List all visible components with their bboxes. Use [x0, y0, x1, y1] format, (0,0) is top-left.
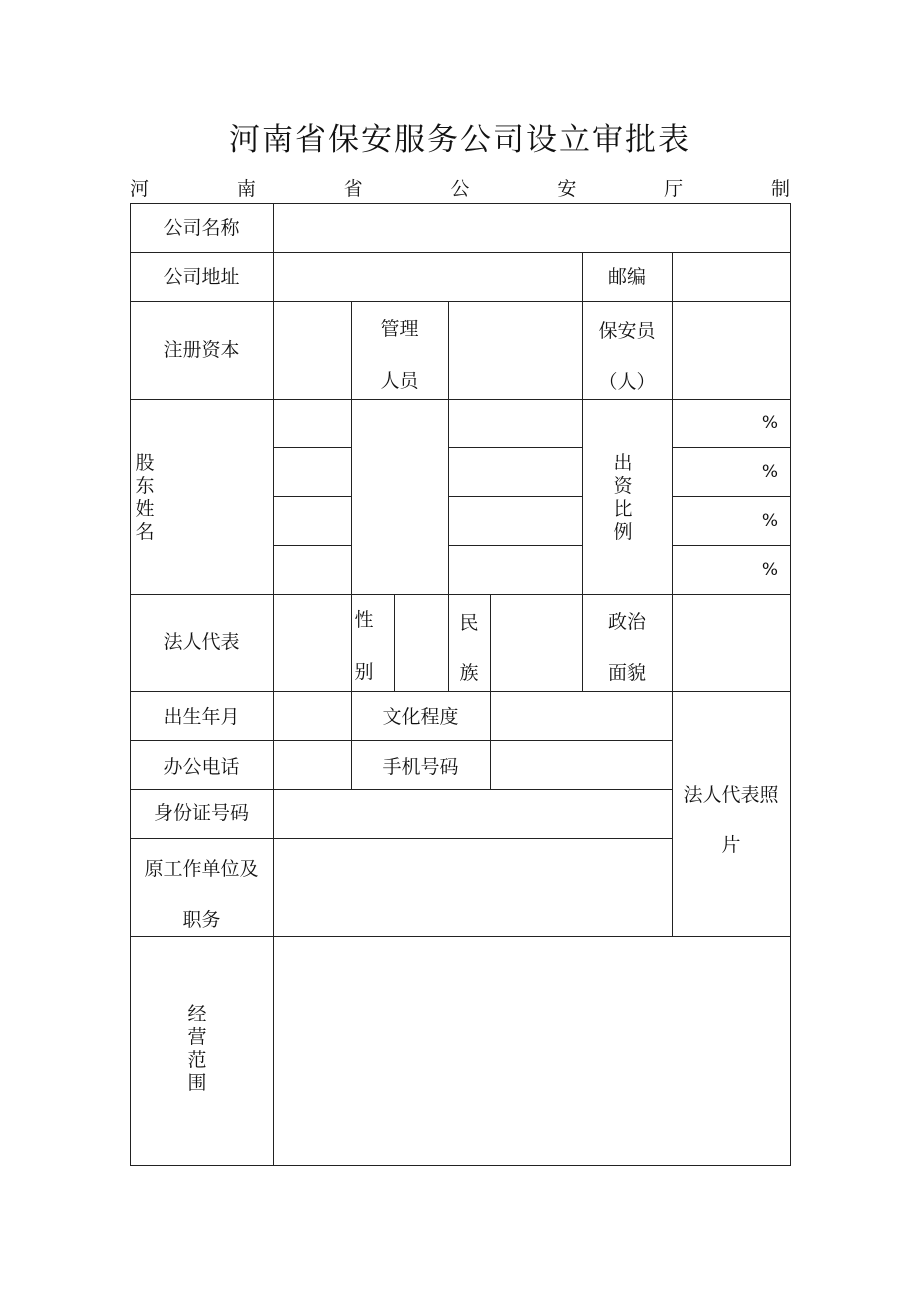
issuer-char: 河	[130, 178, 150, 200]
percent-sign: %	[761, 560, 779, 580]
office-phone-label: 办公电话	[163, 756, 240, 778]
political-status-label: 政治	[607, 611, 646, 633]
investment-ratio-field[interactable]	[673, 448, 753, 496]
issuer-char: 安	[557, 178, 577, 200]
id-number-label: 身份证号码	[153, 802, 249, 824]
registered-capital-label: 注册资本	[163, 339, 240, 361]
shareholder-name-field[interactable]	[449, 497, 582, 545]
label-char: 围	[187, 1072, 207, 1094]
guards-label: （人）	[598, 371, 656, 393]
ethnicity-label: 族	[459, 662, 479, 684]
shareholder-name-field[interactable]	[274, 400, 351, 447]
company-address-label: 公司地址	[163, 266, 240, 288]
label-char: 营	[187, 1026, 207, 1048]
shareholder-name-field[interactable]	[274, 546, 351, 594]
percent-sign: %	[761, 413, 779, 433]
registered-capital-field[interactable]	[274, 302, 351, 399]
company-name-label: 公司名称	[163, 217, 240, 239]
label-char: 资	[613, 475, 633, 497]
grid-line	[672, 691, 673, 936]
political-status-field[interactable]	[673, 595, 790, 691]
label-char: 姓	[135, 498, 155, 520]
investment-ratio-field[interactable]	[673, 497, 753, 545]
photo-label: 法人代表照	[683, 784, 779, 806]
investment-ratio-label	[612, 452, 634, 544]
issuer-char: 公	[450, 178, 470, 200]
label-char: 例	[613, 521, 633, 543]
previous-employer-label: 职务	[182, 909, 221, 931]
shareholder-name-field[interactable]	[449, 448, 582, 496]
label-char: 名	[135, 521, 155, 543]
mobile-label: 手机号码	[382, 756, 459, 778]
birth-date-field[interactable]	[274, 692, 351, 740]
previous-employer-label: 原工作单位及	[144, 858, 259, 880]
management-count-field[interactable]	[449, 302, 582, 399]
label-char: 东	[135, 475, 155, 497]
label-char: 比	[613, 498, 633, 520]
investment-ratio-field[interactable]	[673, 546, 753, 594]
investment-ratio-field[interactable]	[673, 400, 753, 447]
guards-count-field[interactable]	[673, 302, 790, 399]
issuer-line	[130, 174, 790, 202]
management-label: 管理	[380, 318, 419, 340]
id-number-field[interactable]	[274, 790, 672, 838]
postcode-label: 邮编	[607, 266, 646, 288]
ethnicity-field[interactable]	[491, 595, 582, 691]
legal-rep-field[interactable]	[274, 595, 351, 691]
percent-sign: %	[761, 462, 779, 482]
grid-line	[130, 1165, 791, 1166]
company-name-field[interactable]	[274, 204, 790, 252]
shareholder-name-field[interactable]	[449, 400, 582, 447]
political-status-label: 面貌	[607, 662, 646, 684]
mobile-field[interactable]	[491, 741, 672, 789]
gender-field[interactable]	[395, 595, 448, 691]
management-label: 人员	[380, 370, 419, 392]
guards-label: 保安员	[598, 320, 656, 342]
issuer-char: 厅	[664, 178, 684, 200]
birth-date-label: 出生年月	[163, 706, 240, 728]
label-char: 经	[187, 1003, 207, 1025]
label-char: 范	[187, 1049, 207, 1071]
gender-label: 别	[354, 661, 374, 683]
issuer-char: 南	[236, 178, 256, 200]
percent-sign: %	[761, 511, 779, 531]
postcode-field[interactable]	[673, 253, 790, 301]
shareholder-label	[134, 452, 156, 544]
education-field[interactable]	[491, 692, 672, 740]
company-address-field[interactable]	[274, 253, 582, 301]
issuer-char: 省	[343, 178, 363, 200]
grid-line	[790, 203, 791, 1166]
legal-rep-label: 法人代表	[163, 631, 240, 653]
shareholder-name-field[interactable]	[449, 546, 582, 594]
page-title: 河南省保安服务公司设立审批表	[229, 122, 691, 158]
education-label: 文化程度	[382, 706, 459, 728]
shareholder-name-field[interactable]	[274, 497, 351, 545]
ethnicity-label: 民	[459, 612, 479, 634]
gender-label: 性	[354, 609, 374, 631]
business-scope-label	[186, 1003, 208, 1095]
previous-employer-field[interactable]	[274, 839, 672, 936]
label-char: 股	[135, 452, 155, 474]
photo-label: 片	[721, 834, 741, 856]
label-char: 出	[613, 452, 633, 474]
office-phone-field[interactable]	[274, 741, 351, 789]
grid-line	[130, 691, 791, 692]
shareholder-name-field[interactable]	[274, 448, 351, 496]
business-scope-field[interactable]	[274, 937, 790, 1165]
grid-line	[351, 301, 352, 594]
issuer-char: 制	[770, 178, 790, 200]
